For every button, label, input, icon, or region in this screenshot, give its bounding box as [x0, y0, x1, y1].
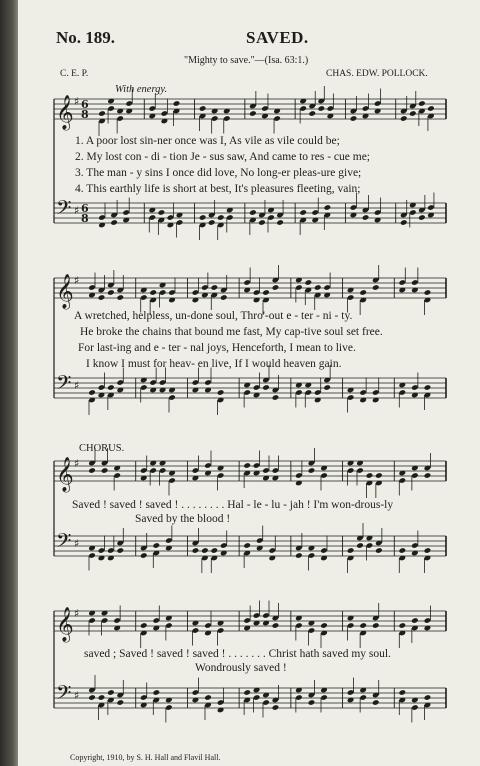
bass-clef-icon: 𝄢 [56, 529, 72, 557]
hymn-title: SAVED. [246, 28, 309, 47]
time-signature-top: 6 [81, 98, 89, 111]
note-head [88, 467, 96, 474]
note-head [116, 699, 124, 706]
note-head [398, 689, 406, 696]
note-head [149, 289, 157, 296]
treble-clef-icon: 𝄞 [56, 457, 74, 492]
verse-4-line-1: 4. This earthly life is short at best, It's pleasures fleeting, vain; [75, 183, 361, 195]
note-head [258, 219, 266, 226]
note-head [366, 472, 374, 479]
note-head [272, 704, 280, 711]
verse-1-line-2: A wretched, helpless, un-done soul, Thro'-out e - ter - ni - ty. [74, 310, 353, 322]
bass-staff [54, 193, 446, 241]
bass-staff [54, 675, 446, 723]
note-head [409, 110, 417, 117]
note-head [210, 547, 218, 554]
bass-clef-icon: 𝄢 [56, 681, 72, 709]
note-head [243, 462, 251, 469]
treble-clef-icon: 𝄞 [56, 607, 74, 642]
note-head [201, 547, 209, 554]
note-head [140, 552, 148, 559]
note-head [88, 389, 96, 396]
note-head [356, 542, 364, 549]
note-head [314, 284, 322, 291]
sharp-icon: ♯ [74, 379, 80, 392]
chorus-line-1-echo: Saved by the blood ! [135, 513, 231, 525]
time-signature-top: 6 [81, 202, 89, 215]
note-head [347, 547, 355, 554]
sharp-icon: ♯ [74, 95, 80, 108]
note-head [320, 622, 328, 629]
treble-staff [54, 601, 446, 649]
note-head [152, 689, 160, 696]
note-head [400, 219, 408, 226]
note-head [249, 110, 257, 117]
treble-staff [54, 86, 446, 136]
note-head [249, 209, 257, 216]
scripture-reference: "Mighty to save."—(Isa. 63:1.) [184, 55, 309, 66]
note-head [101, 467, 109, 474]
sharp-icon: ♯ [74, 457, 80, 470]
note-head [411, 617, 419, 624]
treble-clef-icon: 𝄞 [56, 95, 74, 130]
note-head [398, 547, 406, 554]
chorus-line-1: Saved ! saved ! saved ! . . . . . . . . Hal - le - lu - jah ! I'm won-drous-ly [72, 499, 394, 511]
verse-2-line-2: He broke the chains that bound me fast, My cap-tive soul set free. [80, 326, 383, 338]
time-signature-bottom: 8 [81, 108, 89, 121]
note-head [418, 214, 426, 221]
sharp-icon: ♯ [74, 537, 80, 550]
chorus-line-2-echo: Wondrously saved ! [195, 662, 287, 674]
hymn-number: No. 189. [56, 28, 116, 47]
time-signature-bottom: 8 [81, 212, 89, 225]
verse-1-line-1: 1. A poor lost sin-ner once was I, As vile as vile could be; [75, 135, 340, 147]
note-head [199, 214, 207, 221]
note-head [424, 694, 432, 701]
note-head [158, 209, 166, 216]
note-head [204, 694, 212, 701]
chorus-line-2: saved ; Saved ! saved ! saved ! . . . . . . . Christ hath saved my soul. [84, 648, 391, 660]
note-head [199, 105, 207, 112]
verse-4-line-2: I know I must for heav- en live, If I would heaven gain. [86, 358, 342, 370]
note-head [359, 622, 367, 629]
note-head [192, 547, 200, 554]
note-head [359, 289, 367, 296]
sharp-icon: ♯ [74, 274, 80, 287]
note-head [398, 622, 406, 629]
copyright-notice: Copyright, 1910, by S. H. Hall and Flavil Hall. [70, 753, 221, 762]
note-head [424, 472, 432, 479]
note-head [295, 552, 303, 559]
note-head [217, 389, 225, 396]
note-head [217, 214, 225, 221]
note-head [107, 289, 115, 296]
lyricist-credit: C. E. P. [60, 69, 89, 79]
note-head [350, 115, 358, 122]
note-head [362, 214, 370, 221]
note-head [400, 115, 408, 122]
verse-3-line-1: 3. The man - y sins I once did love, No long-er pleas-ure give; [75, 167, 362, 179]
bass-clef-icon: 𝄢 [56, 371, 72, 399]
note-head [372, 622, 380, 629]
note-head [88, 694, 96, 701]
note-head [304, 279, 312, 286]
note-head [110, 219, 118, 226]
note-head [372, 284, 380, 291]
note-head [220, 294, 228, 301]
note-head [427, 105, 435, 112]
note-head [243, 689, 251, 696]
sharp-icon: ♯ [74, 204, 80, 217]
composer-credit: CHAS. EDW. POLLOCK. [326, 69, 428, 79]
treble-staff [54, 448, 446, 498]
treble-staff [54, 265, 446, 315]
note-head [116, 294, 124, 301]
chorus-label: CHORUS. [79, 443, 125, 454]
verse-3-line-2: For last-ing and e - ter - nal joys, Henceforth, I mean to live. [78, 342, 356, 354]
note-head [173, 100, 181, 107]
note-head [243, 542, 251, 549]
note-head [375, 547, 383, 554]
note-head [418, 100, 426, 107]
note-head [262, 289, 270, 296]
note-head [308, 699, 316, 706]
note-head [424, 547, 432, 554]
note-head [272, 284, 280, 291]
sharp-icon: ♯ [74, 607, 80, 620]
note-head [424, 384, 432, 391]
note-head [210, 284, 218, 291]
verse-2-line-1: 2. My lost con - di - tion Je - sus saw, And came to res - cue me; [75, 151, 371, 163]
note-head [208, 219, 216, 226]
note-head [308, 467, 316, 474]
note-head [98, 294, 106, 301]
sharp-icon: ♯ [74, 689, 80, 702]
note-head [308, 110, 316, 117]
bass-clef-icon: 𝄢 [56, 196, 72, 224]
note-head [272, 622, 280, 629]
note-head [116, 547, 124, 554]
note-head [98, 110, 106, 117]
note-head [272, 394, 280, 401]
note-head [107, 689, 115, 696]
bass-staff [54, 365, 446, 415]
note-head [98, 694, 106, 701]
note-head [324, 204, 332, 211]
note-head [299, 209, 307, 216]
tempo-marking: With energy. [115, 84, 168, 95]
note-head [107, 384, 115, 391]
note-head [372, 699, 380, 706]
note-head [375, 472, 383, 479]
bass-staff [54, 523, 446, 573]
note-head [262, 384, 270, 391]
note-head [323, 384, 331, 391]
note-head [424, 289, 432, 296]
note-head [152, 542, 160, 549]
treble-clef-icon: 𝄞 [56, 274, 74, 309]
note-head [140, 622, 148, 629]
note-head [317, 105, 325, 112]
note-head [276, 219, 284, 226]
